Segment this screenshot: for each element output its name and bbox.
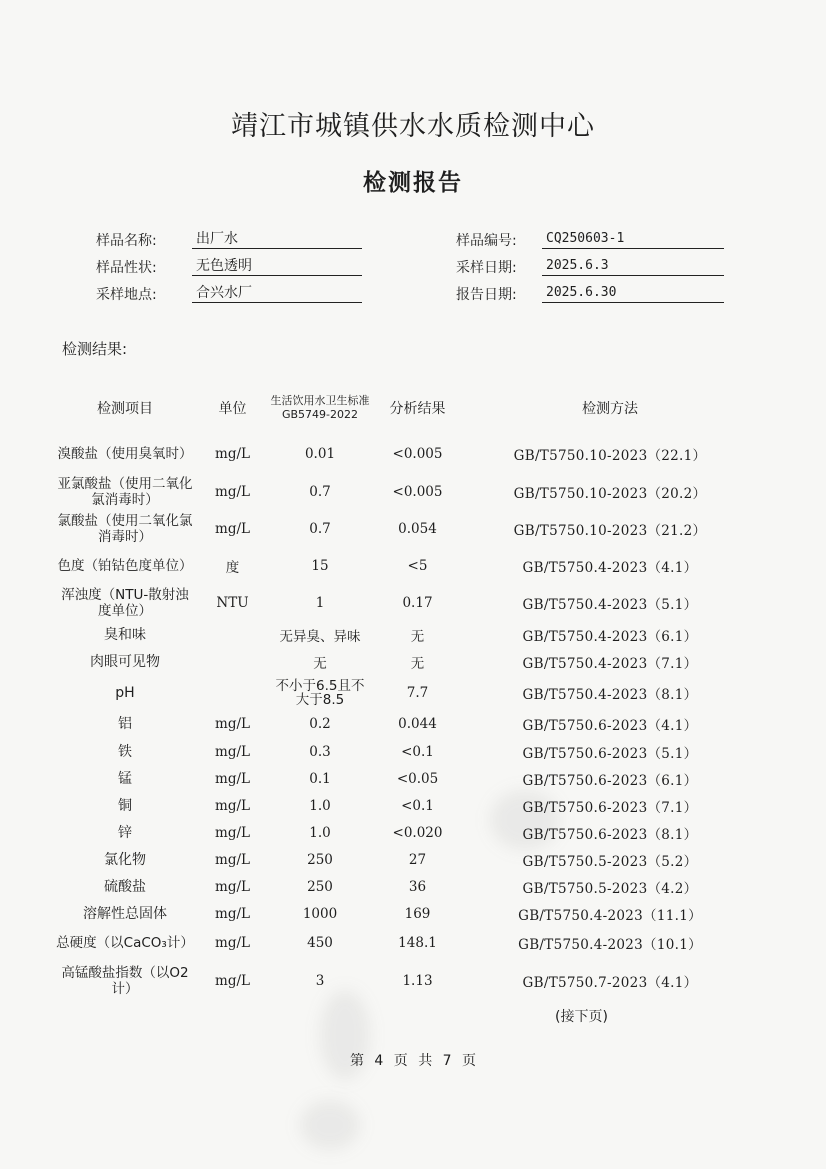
table-row	[55, 738, 755, 765]
standard-cell: 1	[315, 594, 325, 611]
item-cell: 铝	[118, 716, 132, 732]
unit-cell: mg/L	[215, 905, 250, 922]
continued-note: (接下页)	[555, 1009, 608, 1025]
unit-cell: mg/L	[215, 851, 250, 868]
unit-cell: mg/L	[215, 483, 250, 500]
method-cell: GB/T5750.6-2023（4.1）	[522, 718, 698, 734]
result-cell: <0.05	[396, 770, 439, 787]
result-cell: 0.17	[402, 594, 433, 611]
sample-state-label: 样品性状:	[96, 260, 157, 276]
standard-cell: 0.1	[309, 770, 331, 787]
results-section-label: 检测结果:	[62, 340, 128, 358]
method-cell: GB/T5750.4-2023（11.1）	[518, 907, 702, 924]
item-cell: 总硬度（以CaCO₃计）	[56, 935, 194, 951]
result-cell: <0.1	[401, 797, 434, 814]
item-cell: 硫酸盐	[104, 878, 146, 895]
result-cell: 0.054	[398, 520, 437, 537]
unit-cell	[195, 648, 270, 675]
result-cell: 无	[410, 628, 425, 645]
standard-cell: 无	[313, 655, 327, 672]
item-cell: 亚氯酸盐（使用二氧化氯消毒时）	[57, 475, 193, 508]
unit-cell: mg/L	[215, 446, 250, 462]
table-row	[55, 792, 755, 819]
standard-cell: 3	[315, 973, 325, 989]
item-cell: 色度（铂钴色度单位）	[57, 557, 193, 574]
result-cell: 1.13	[402, 973, 433, 989]
table-row	[55, 435, 755, 473]
table-row	[55, 510, 755, 547]
standard-cell: 1000	[302, 905, 338, 922]
method-cell: GB/T5750.10-2023（21.2）	[513, 522, 707, 539]
result-cell: 27	[408, 851, 427, 868]
method-cell: GB/T5750.4-2023（6.1）	[522, 628, 698, 645]
standard-cell: 15	[311, 557, 329, 574]
unit-cell: 度	[225, 559, 240, 576]
table-row	[55, 927, 755, 959]
item-cell: 高锰酸盐指数（以O2计）	[61, 965, 189, 997]
report-title: 检测报告	[363, 170, 463, 196]
sampling-date-value: 2025.6.3	[542, 256, 724, 276]
result-cell: <0.020	[392, 824, 443, 841]
header-method: 检测方法	[582, 400, 638, 417]
item-cell: 肉眼可见物	[90, 653, 160, 670]
method-cell: GB/T5750.4-2023（8.1）	[522, 686, 698, 703]
method-cell: GB/T5750.6-2023（5.1）	[522, 745, 698, 762]
method-cell: GB/T5750.7-2023（4.1）	[522, 975, 698, 991]
standard-cell: 0.3	[309, 743, 331, 760]
sample-name-label: 样品名称:	[96, 233, 157, 249]
method-cell: GB/T5750.4-2023（10.1）	[518, 937, 702, 953]
result-cell: <5	[407, 557, 428, 574]
header-result: 分析结果	[389, 400, 446, 417]
header-item: 检测项目	[97, 400, 153, 417]
method-cell: GB/T5750.5-2023（5.2）	[522, 853, 698, 870]
table-row	[55, 584, 755, 621]
page-footer: 第 4 页 共 7 页	[349, 1053, 477, 1069]
table-row	[55, 846, 755, 873]
standard-cell: 0.7	[309, 483, 331, 500]
unit-cell: mg/L	[215, 797, 250, 814]
result-cell: 无	[410, 655, 425, 672]
table-row	[55, 473, 755, 510]
paper-smudge	[300, 1100, 360, 1150]
table-row	[55, 621, 755, 648]
sampling-site-label: 采样地点:	[96, 287, 157, 303]
item-cell: 溶解性总固体	[83, 905, 167, 922]
result-cell: 7.7	[406, 684, 429, 701]
sample-no-label: 样品编号:	[456, 233, 517, 249]
result-cell: <0.005	[392, 483, 443, 500]
unit-cell	[195, 621, 270, 648]
method-cell: GB/T5750.6-2023（6.1）	[522, 772, 698, 789]
result-cell: <0.005	[392, 446, 443, 462]
unit-cell: mg/L	[215, 824, 250, 841]
sample-name-value: 出厂水	[192, 229, 362, 249]
result-cell: 36	[408, 878, 427, 895]
report-date-label: 报告日期:	[456, 287, 517, 303]
standard-cell: 无异臭、异味	[279, 628, 361, 645]
standard-cell: 不小于6.5且不大于8.5	[275, 677, 365, 708]
result-cell: <0.1	[401, 743, 434, 760]
report-date-value: 2025.6.30	[542, 283, 724, 303]
sample-state-value: 无色透明	[192, 256, 362, 276]
item-cell: 氯化物	[104, 851, 146, 868]
table-row	[55, 819, 755, 846]
table-row	[55, 873, 755, 900]
sample-no-value: CQ250603-1	[542, 229, 724, 249]
results-table	[55, 380, 755, 1003]
table-row	[55, 900, 755, 927]
header-unit: 单位	[218, 400, 247, 417]
table-header-row	[55, 380, 755, 435]
table-row	[55, 959, 755, 1003]
table-row	[55, 710, 755, 738]
method-cell: GB/T5750.10-2023（20.2）	[513, 485, 707, 502]
standard-cell: 0.2	[309, 716, 331, 732]
standard-cell: 250	[307, 851, 333, 868]
method-cell: GB/T5750.10-2023（22.1）	[513, 448, 707, 464]
results-body	[55, 435, 755, 1003]
unit-cell: mg/L	[215, 520, 250, 537]
table-row	[55, 547, 755, 584]
standard-cell: 450	[307, 935, 333, 951]
sampling-site-value: 合兴水厂	[192, 283, 362, 303]
unit-cell: mg/L	[215, 716, 250, 732]
sampling-date-label: 采样日期:	[456, 260, 517, 276]
unit-cell: mg/L	[215, 743, 250, 760]
method-cell: GB/T5750.5-2023（4.2）	[522, 880, 698, 897]
standard-cell: 0.7	[309, 520, 331, 537]
method-cell: GB/T5750.4-2023（5.1）	[522, 596, 698, 613]
unit-cell	[195, 675, 270, 710]
unit-cell: mg/L	[215, 878, 250, 895]
standard-cell: 0.01	[304, 446, 336, 462]
item-cell: 臭和味	[104, 626, 146, 643]
standard-cell: 1.0	[309, 797, 331, 814]
method-cell: GB/T5750.6-2023（8.1）	[522, 826, 698, 843]
method-cell: GB/T5750.4-2023（7.1）	[522, 655, 698, 672]
item-cell: 氯酸盐（使用二氧化氯消毒时）	[57, 512, 193, 545]
method-cell: GB/T5750.6-2023（7.1）	[522, 799, 698, 816]
item-cell: pH	[115, 684, 135, 701]
header-standard: 生活饮用水卫生标准GB5749-2022	[270, 393, 370, 421]
standard-cell: 1.0	[309, 824, 331, 841]
item-cell: 铁	[118, 743, 132, 760]
table-row	[55, 648, 755, 675]
result-cell: 0.044	[398, 716, 437, 732]
unit-cell: NTU	[216, 594, 249, 611]
item-cell: 浑浊度（NTU-散射浊度单位）	[61, 586, 189, 619]
item-cell: 锌	[118, 824, 132, 841]
org-title: 靖江市城镇供水水质检测中心	[231, 111, 595, 142]
table-row	[55, 675, 755, 710]
item-cell: 铜	[118, 797, 132, 814]
method-cell: GB/T5750.4-2023（4.1）	[522, 559, 698, 576]
item-cell: 溴酸盐（使用臭氧时）	[57, 446, 193, 462]
result-cell: 148.1	[398, 935, 437, 951]
result-cell: 169	[404, 905, 431, 922]
item-cell: 锰	[118, 770, 132, 787]
unit-cell: mg/L	[215, 770, 250, 787]
standard-cell: 250	[307, 878, 333, 895]
table-row	[55, 765, 755, 792]
unit-cell: mg/L	[215, 935, 250, 951]
unit-cell: mg/L	[215, 973, 250, 989]
